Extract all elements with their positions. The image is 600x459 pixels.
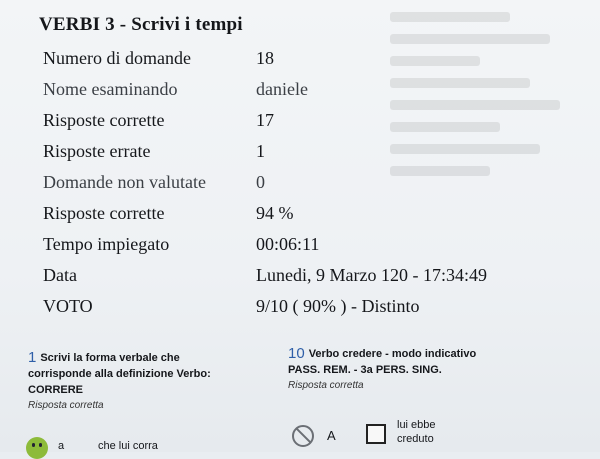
ban-icon <box>292 425 314 447</box>
answer-letter: a <box>58 440 65 452</box>
summary-label: Risposte corrette <box>43 110 165 130</box>
summary-value: 17 <box>256 110 274 130</box>
question-card-10 <box>288 346 476 394</box>
answer-letter: A <box>327 428 336 443</box>
summary-value: 0 <box>256 172 265 192</box>
summary-value: 94 % <box>256 203 294 223</box>
summary-label: Risposte errate <box>43 141 151 161</box>
question-card-1 <box>28 350 211 414</box>
summary-label: Risposte corrette <box>43 203 165 223</box>
summary-value: 18 <box>256 48 274 68</box>
summary-value: 1 <box>256 141 265 161</box>
smiley-icon <box>26 437 48 459</box>
answer-checkbox[interactable] <box>366 424 386 444</box>
question-text-line2: corrisponde alla definizione Verbo: <box>28 368 211 380</box>
summary-label: Nome esaminando <box>43 79 178 99</box>
question-text-line2: PASS. REM. - 3a PERS. SING. <box>288 364 442 376</box>
quiz-title: VERBI 3 - Scrivi i tempi <box>39 14 243 35</box>
answer-option-text-line1[interactable]: lui ebbe <box>397 419 436 431</box>
summary-label: Tempo impiegato <box>43 234 170 254</box>
summary-value: 9/10 ( 90% ) - Distinto <box>256 296 420 316</box>
summary-value: Lunedi, 9 Marzo 120 - 17:34:49 <box>256 265 487 285</box>
question-verb: CORRERE <box>28 384 84 396</box>
summary-label: Domande non valutate <box>43 172 206 192</box>
summary-label: Data <box>43 265 77 285</box>
summary-label: VOTO <box>43 296 93 316</box>
question-text: Scrivi la forma verbale che <box>40 352 180 364</box>
summary-value: 00:06:11 <box>256 234 320 254</box>
summary-label: Numero di domande <box>43 48 191 68</box>
question-result: Risposta corretta <box>288 380 364 391</box>
summary-value: daniele <box>256 79 308 99</box>
answer-option-text[interactable]: che lui corra <box>98 440 158 452</box>
question-result: Risposta corretta <box>28 400 104 411</box>
question-text: Verbo credere - modo indicativo <box>308 348 477 360</box>
question-number: 10 <box>288 345 305 362</box>
question-number: 1 <box>28 349 37 366</box>
answer-option-text-line2[interactable]: creduto <box>397 433 434 445</box>
